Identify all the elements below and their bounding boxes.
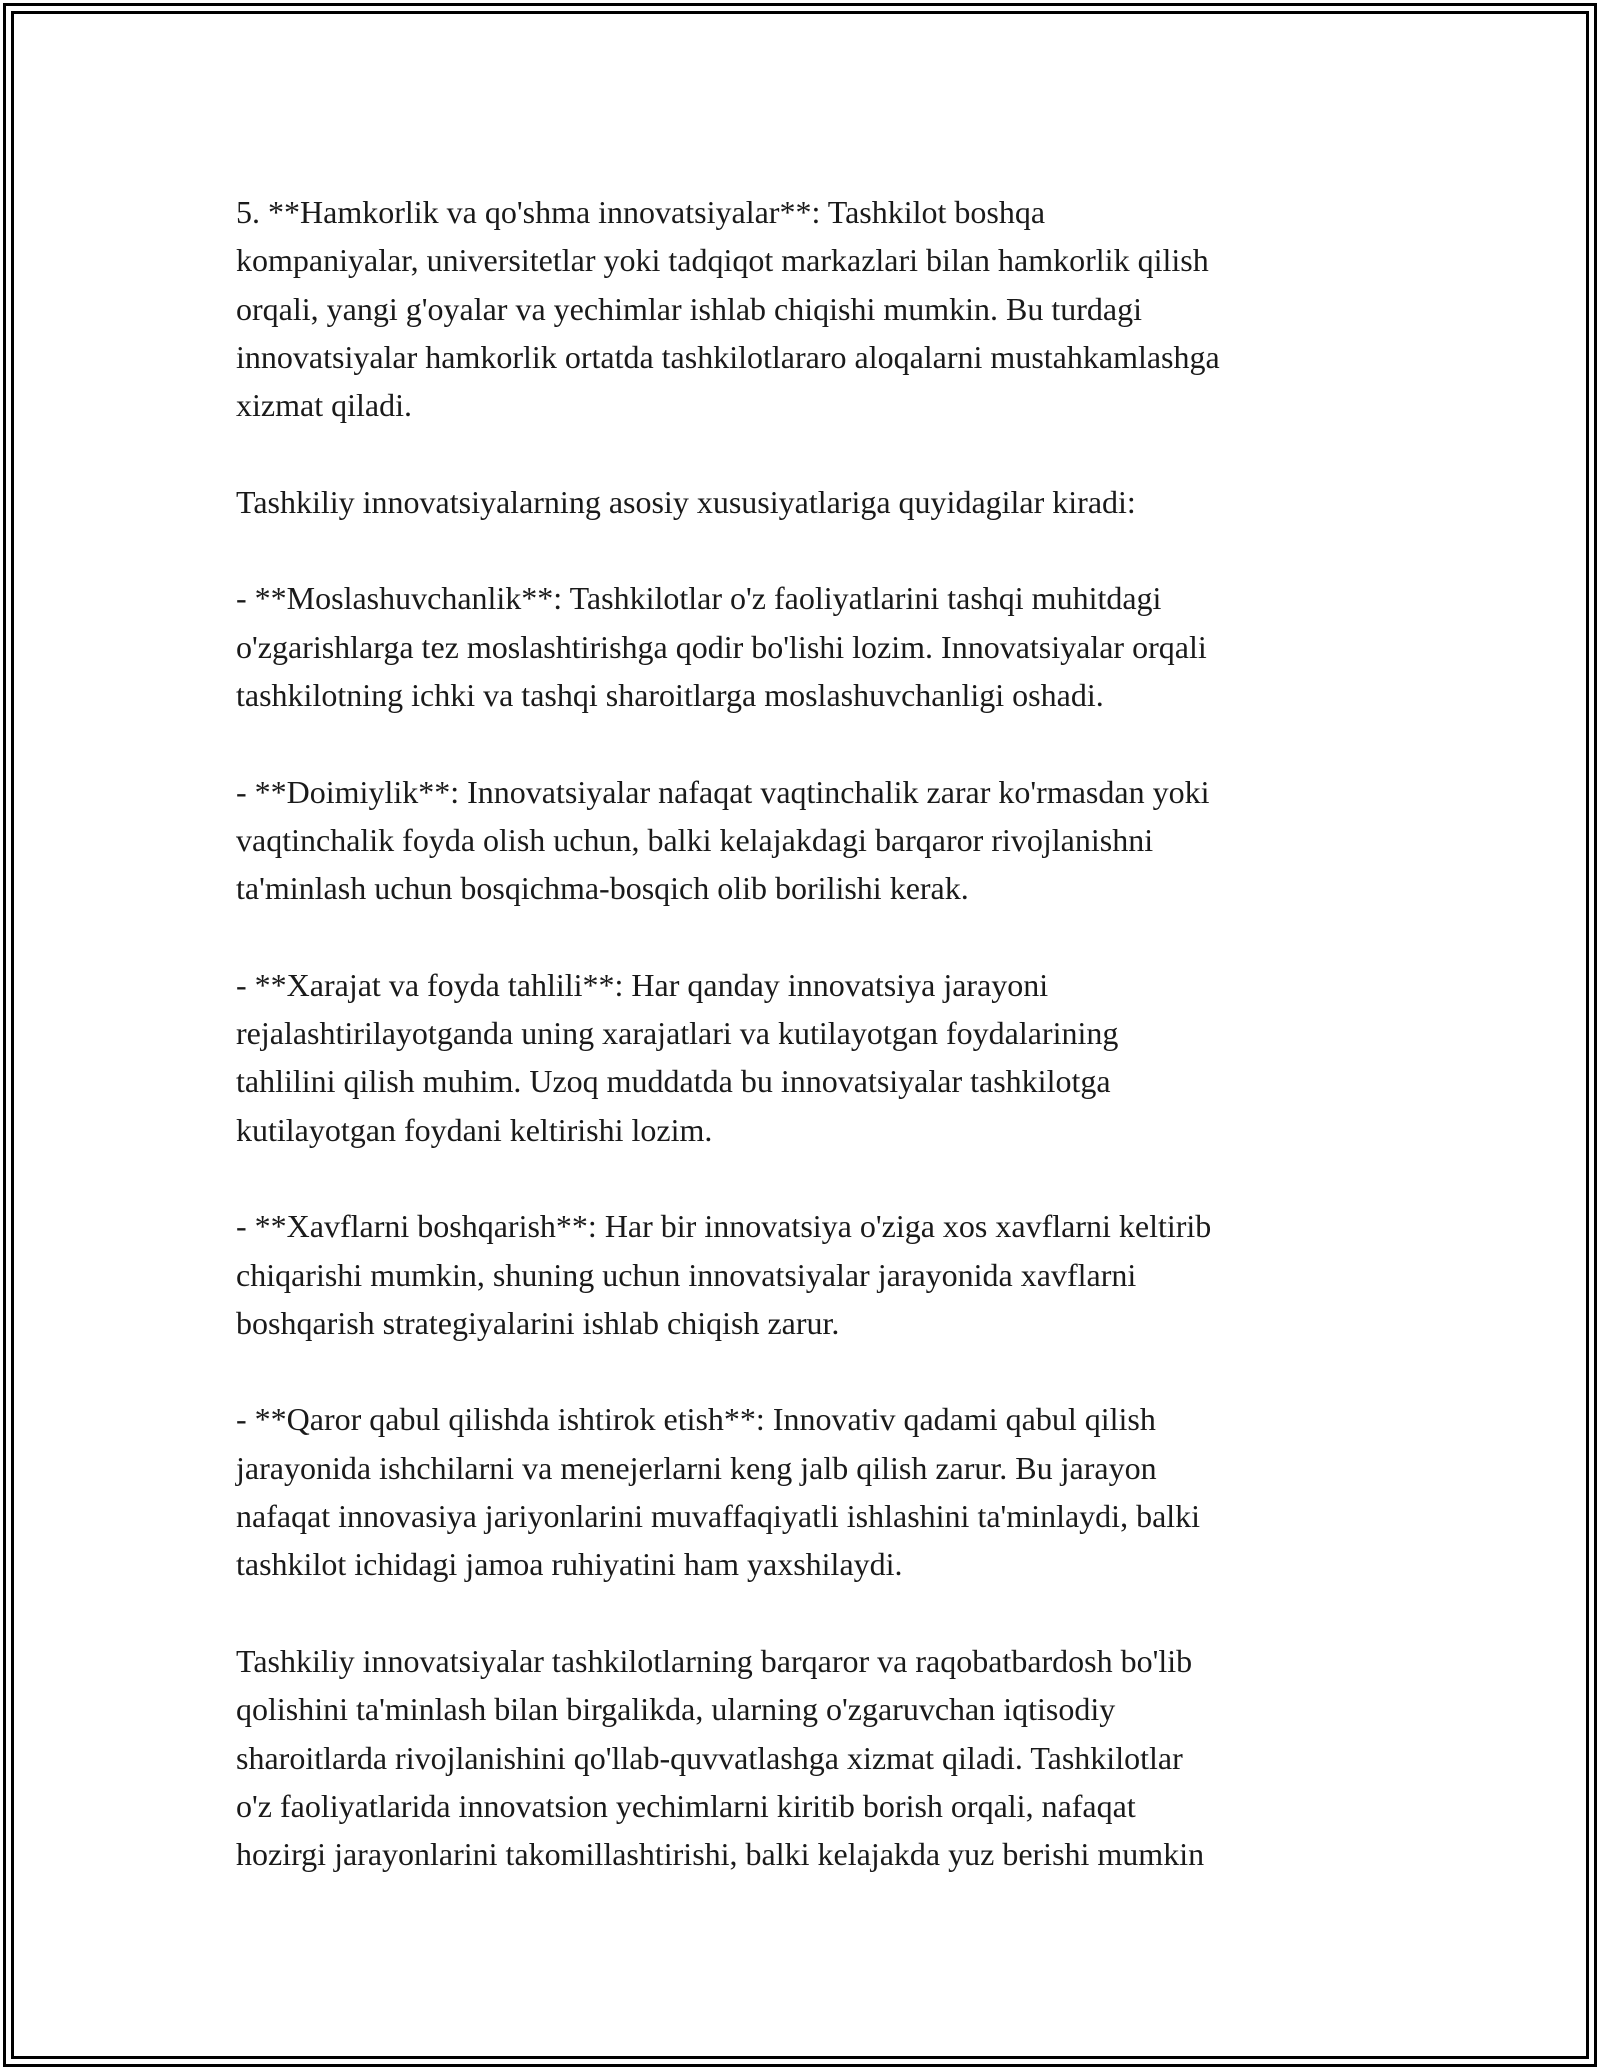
paragraph-moslashuvchanlik: - **Moslashuvchanlik**: Tashkilotlar o'z faoliyatlarini tashqi muhitdagi o'zgarishlarga tez moslashtirishga qodir bo'lishi lozim. Innovatsiyalar orqali tashkilotning ichki va tashqi sharoitlarga moslashuvchanligi oshadi. [236, 580, 1207, 713]
document-body [236, 188, 1386, 1878]
paragraph-xarajat-foyda: - **Xarajat va foyda tahlili**: Har qanday innovatsiya jarayoni rejalashtirilayotganda uning xarajatlari va kutilayotgan foydalarining tahlilini qilish muhim. Uzoq muddatda bu innovatsiyalar tashkilotga kutilayotgan foydani keltirishi lozim. [236, 966, 1119, 1148]
paragraph-xavflar: - **Xavflarni boshqarish**: Har bir innovatsiya o'ziga xos xavflarni keltirib chiqarishi mumkin, shuning uchun innovatsiyalar jarayonida xavflarni boshqarish strategiyalarini ishlab chiqish zarur. [236, 1208, 1212, 1341]
paragraph-qaror-qabul: - **Qaror qabul qilishda ishtirok etish**: Innovativ qadami qabul qilish jarayonida ishchilarni va menejerlarni keng jalb qilish zarur. Bu jarayon nafaqat innovasiya jariyonlarini muvaffaqiyatli ishlashini ta'minlaydi, balki tashkilot ichidagi jamoa ruhiyatini ham yaxshilaydi. [236, 1401, 1201, 1583]
paragraph-doimiylik: - **Doimiylik**: Innovatsiyalar nafaqat vaqtinchalik zarar ko'rmasdan yoki vaqtinchalik foyda olish uchun, balki kelajakdagi barqaror rivojlanishni ta'minlash uchun bosqichma-bosqich olib borilishi kerak. [236, 773, 1210, 907]
paragraph-xususiyatlar-intro: Tashkiliy innovatsiyalarning asosiy xususiyatlariga quyidagilar kiradi: [236, 483, 1136, 520]
paragraph-xulosa: Tashkiliy innovatsiyalar tashkilotlarning barqaror va raqobatbardosh bo'lib qolishini ta'minlash bilan birgalikda, ularning o'zgaruvchan iqtisodiy sharoitlarda rivojlanishini qo'llab-quvvatlashga xizmat qiladi. Tashkilotlar o'z faoliyatlarida innovatsion yechimlarni kiritib borish orqali, nafaqat hozirgi jarayonlarini takomillashtirishi, balki kelajakda yuz berishi mumkin [236, 1642, 1205, 1873]
paragraph-hamkorlik: 5. **Hamkorlik va qo'shma innovatsiyalar**: Tashkilot boshqa kompaniyalar, universitetlar yoki tadqiqot markazlari bilan hamkorlik qilish orqali, yangi g'oyalar va yechimlar ishlab chiqishi mumkin. Bu turdagi innovatsiyalar hamkorlik ortatda tashkilotlararo aloqalarni mustahkamlashga xizmat qiladi. [236, 194, 1220, 424]
